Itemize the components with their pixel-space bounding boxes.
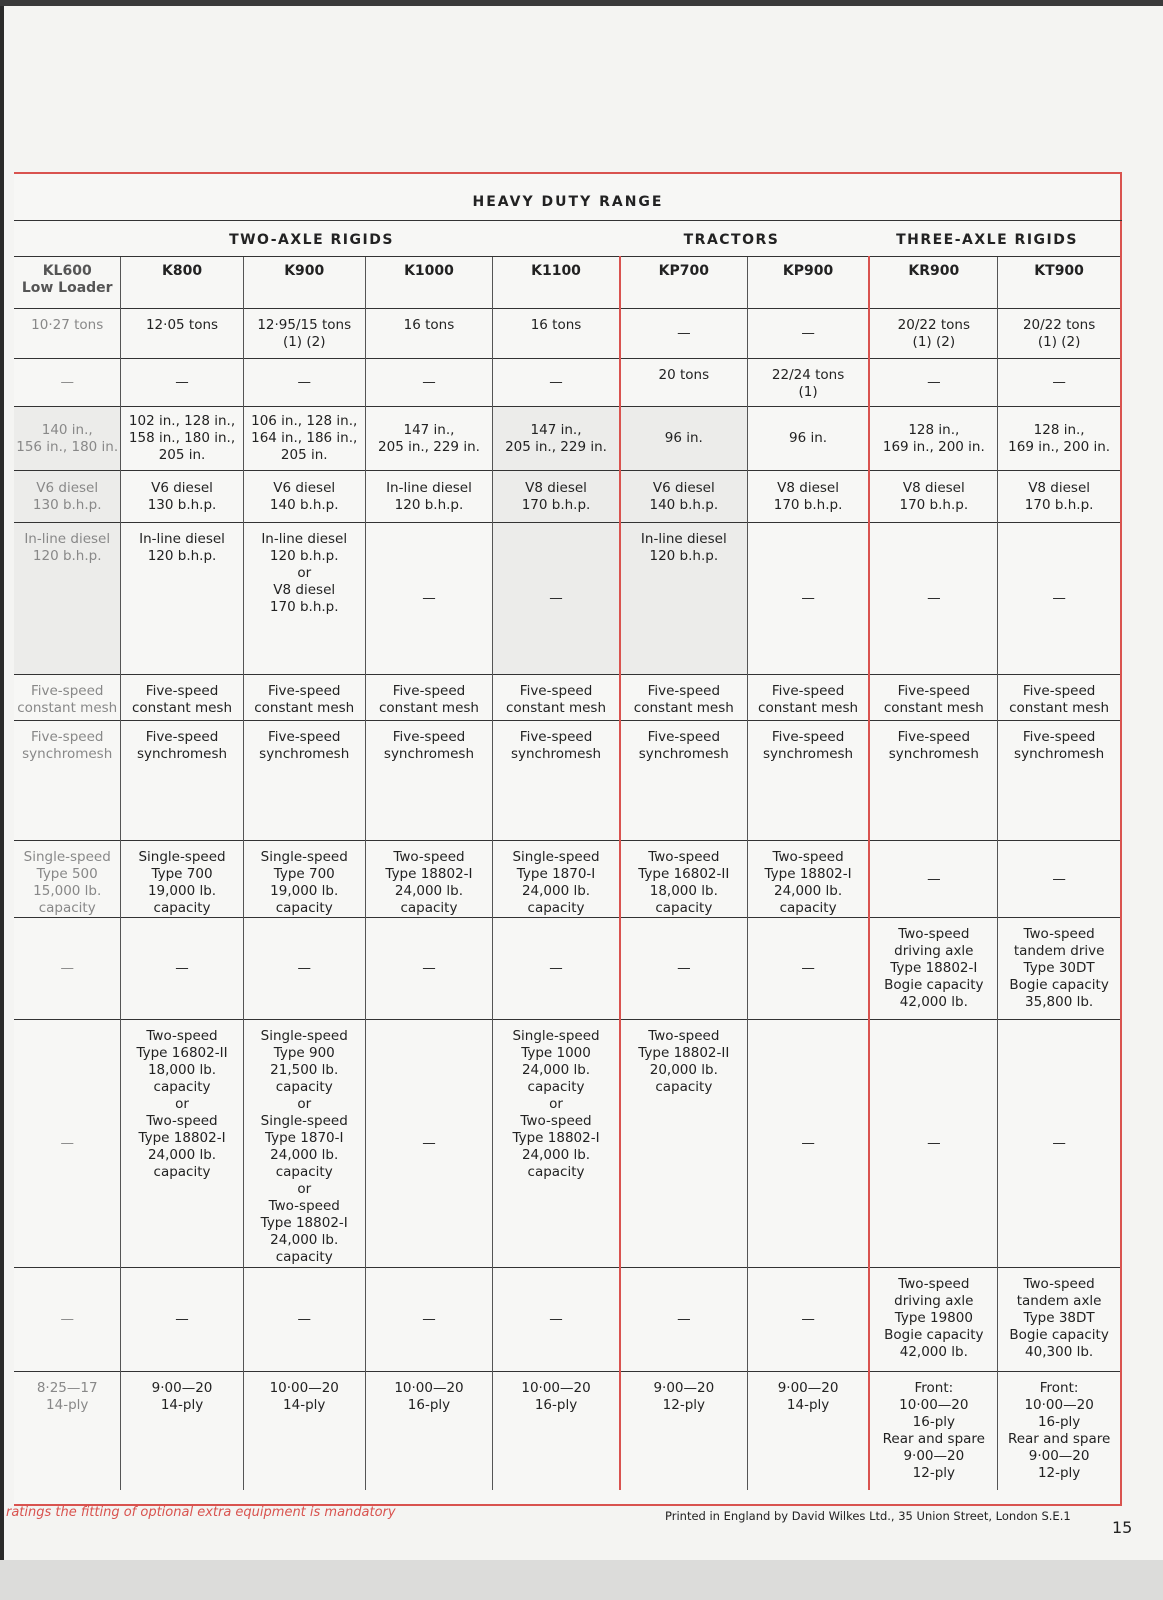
spec-cell: Five-speed constant mesh [243, 675, 365, 721]
spec-cell: Two-speed driving axle Type 19800 Bogie capacity 42,000 lb. [869, 1268, 997, 1372]
spec-cell: In-line diesel 120 b.h.p. [620, 523, 747, 675]
model-header-8: KT900 [998, 257, 1120, 309]
spec-row [14, 523, 1120, 675]
spec-cell: Five-speed constant mesh [869, 675, 997, 721]
spec-row [14, 407, 1120, 471]
spec-cell: Front: 10·00—20 16-ply Rear and spare 9·00—20 12-ply [869, 1372, 997, 1490]
spec-cell: — [747, 918, 869, 1020]
spec-cell: — [998, 1020, 1120, 1268]
spec-cell: 147 in., 205 in., 229 in. [493, 407, 620, 471]
spec-cell: 16 tons [493, 309, 620, 359]
model-header-0: KL600 Low Loader [14, 257, 121, 309]
spec-cell: Five-speed synchromesh [365, 721, 492, 841]
spec-cell: — [121, 359, 243, 407]
spec-cell: Five-speed synchromesh [493, 721, 620, 841]
spec-cell: — [365, 1268, 492, 1372]
spec-cell: — [365, 359, 492, 407]
spec-cell: Five-speed synchromesh [14, 721, 121, 841]
spec-cell: In-line diesel 120 b.h.p. [121, 523, 243, 675]
spec-cell: Five-speed constant mesh [14, 675, 121, 721]
spec-cell: V6 diesel 140 b.h.p. [243, 471, 365, 523]
spec-cell: V8 diesel 170 b.h.p. [998, 471, 1120, 523]
spec-cell: V8 diesel 170 b.h.p. [493, 471, 620, 523]
spec-cell: Two-speed Type 18802-I 24,000 lb. capacity [365, 841, 492, 918]
spec-cell: Five-speed synchromesh [243, 721, 365, 841]
model-header-4: K1100 [493, 257, 620, 309]
model-header-row [14, 257, 1120, 309]
spec-cell: Two-speed Type 18802-II 20,000 lb. capacity [620, 1020, 747, 1268]
spec-cell: — [243, 918, 365, 1020]
spec-cell: 10·27 tons [14, 309, 121, 359]
spec-cell: In-line diesel 120 b.h.p. [365, 471, 492, 523]
spec-cell: 10·00—20 14-ply [243, 1372, 365, 1490]
spec-cell: — [365, 523, 492, 675]
spec-cell: 12·95/15 tons (1) (2) [243, 309, 365, 359]
spec-cell: — [493, 359, 620, 407]
spec-cell: 10·00—20 16-ply [493, 1372, 620, 1490]
spec-cell: Five-speed constant mesh [747, 675, 869, 721]
model-header-5: KP700 [620, 257, 747, 309]
spec-cell: Two-speed tandem drive Type 30DT Bogie capacity 35,800 lb. [998, 918, 1120, 1020]
spec-row [14, 309, 1120, 359]
spec-cell: — [869, 523, 997, 675]
spec-cell: — [365, 1020, 492, 1268]
spec-cell: Five-speed synchromesh [998, 721, 1120, 841]
spec-cell: Single-speed Type 900 21,500 lb. capacity or Single-speed Type 1870-I 24,000 lb. capacity or Two-speed Type 18802-I 24,000 lb. capacity [243, 1020, 365, 1268]
spec-cell: — [493, 523, 620, 675]
spec-cell: 10·00—20 16-ply [365, 1372, 492, 1490]
spec-cell: 12·05 tons [121, 309, 243, 359]
spec-cell: Five-speed constant mesh [998, 675, 1120, 721]
spec-cell: — [14, 918, 121, 1020]
spec-cell: — [869, 359, 997, 407]
spec-cell: Five-speed constant mesh [620, 675, 747, 721]
spec-cell: — [620, 309, 747, 359]
model-header-3: K1000 [365, 257, 492, 309]
spec-row [14, 918, 1120, 1020]
spec-cell: 102 in., 128 in., 158 in., 180 in., 205 in. [121, 407, 243, 471]
spec-cell: — [14, 359, 121, 407]
spec-cell: Five-speed synchromesh [121, 721, 243, 841]
spec-cell: 20 tons [620, 359, 747, 407]
spec-cell: In-line diesel 120 b.h.p. [14, 523, 121, 675]
spec-cell: Single-speed Type 700 19,000 lb. capacity [243, 841, 365, 918]
model-header-2: K900 [243, 257, 365, 309]
spec-cell: — [747, 1020, 869, 1268]
spec-cell: In-line diesel 120 b.h.p. or V8 diesel 170 b.h.p. [243, 523, 365, 675]
spec-cell: — [243, 359, 365, 407]
spec-cell: Five-speed synchromesh [620, 721, 747, 841]
spec-cell: — [998, 841, 1120, 918]
spec-cell: 128 in., 169 in., 200 in. [998, 407, 1120, 471]
spec-row [14, 1268, 1120, 1372]
spec-cell: Two-speed tandem axle Type 38DT Bogie capacity 40,300 lb. [998, 1268, 1120, 1372]
page-spine [0, 0, 4, 1600]
spec-row [14, 841, 1120, 918]
spec-cell: Five-speed constant mesh [493, 675, 620, 721]
spec-cell: Single-speed Type 1000 24,000 lb. capacity or Two-speed Type 18802-I 24,000 lb. capacity [493, 1020, 620, 1268]
spec-row [14, 1020, 1120, 1268]
spec-cell: — [121, 1268, 243, 1372]
spec-row [14, 1372, 1120, 1490]
spec-frame [14, 172, 1122, 1506]
spec-cell: Five-speed constant mesh [121, 675, 243, 721]
spec-cell: — [620, 1268, 747, 1372]
model-header-1: K800 [121, 257, 243, 309]
spec-cell: Two-speed Type 18802-I 24,000 lb. capacity [747, 841, 869, 918]
spec-cell: 128 in., 169 in., 200 in. [869, 407, 997, 471]
spec-cell: — [747, 523, 869, 675]
spec-cell: 9·00—20 14-ply [747, 1372, 869, 1490]
spec-cell: Two-speed Type 16802-II 18,000 lb. capacity [620, 841, 747, 918]
spec-cell: — [121, 918, 243, 1020]
spec-cell: Five-speed constant mesh [365, 675, 492, 721]
spec-cell: 140 in., 156 in., 180 in. [14, 407, 121, 471]
spec-cell: V6 diesel 130 b.h.p. [14, 471, 121, 523]
spec-cell: Single-speed Type 500 15,000 lb. capacity [14, 841, 121, 918]
spec-cell: Single-speed Type 1870-I 24,000 lb. capacity [493, 841, 620, 918]
spec-cell: — [620, 918, 747, 1020]
spec-cell: — [14, 1268, 121, 1372]
spec-cell: 9·00—20 14-ply [121, 1372, 243, 1490]
spec-row [14, 721, 1120, 841]
spec-cell: 96 in. [620, 407, 747, 471]
footnote: ratings the fitting of optional extra equipment is mandatory [6, 1505, 396, 1520]
spec-cell: — [493, 918, 620, 1020]
spec-row [14, 471, 1120, 523]
spec-cell: Front: 10·00—20 16-ply Rear and spare 9·00—20 12-ply [998, 1372, 1120, 1490]
spec-cell: Five-speed synchromesh [747, 721, 869, 841]
spec-cell: Two-speed driving axle Type 18802-I Bogie capacity 42,000 lb. [869, 918, 997, 1020]
spec-row [14, 675, 1120, 721]
spec-cell: Single-speed Type 700 19,000 lb. capacity [121, 841, 243, 918]
spec-cell: — [14, 1020, 121, 1268]
group-three-axle-rigids: THREE-AXLE RIGIDS [896, 232, 1078, 248]
page-number: 15 [1112, 1518, 1133, 1537]
title-rule [14, 220, 1122, 221]
model-header-6: KP900 [747, 257, 869, 309]
printer-credit: Printed in England by David Wilkes Ltd., 35 Union Street, London S.E.1 [665, 1509, 1071, 1523]
spec-table [14, 256, 1120, 1490]
spec-cell: Five-speed synchromesh [869, 721, 997, 841]
spec-cell: Two-speed Type 16802-II 18,000 lb. capacity or Two-speed Type 18802-I 24,000 lb. capacity [121, 1020, 243, 1268]
spec-cell: 22/24 tons (1) [747, 359, 869, 407]
spec-cell: — [493, 1268, 620, 1372]
spec-cell: — [747, 1268, 869, 1372]
spec-cell: 9·00—20 12-ply [620, 1372, 747, 1490]
spec-cell: 106 in., 128 in., 164 in., 186 in., 205 in. [243, 407, 365, 471]
spec-cell: V6 diesel 130 b.h.p. [121, 471, 243, 523]
spec-cell: 147 in., 205 in., 229 in. [365, 407, 492, 471]
spec-cell: V8 diesel 170 b.h.p. [747, 471, 869, 523]
spec-cell: — [998, 359, 1120, 407]
group-tractors: TRACTORS [683, 232, 780, 248]
spec-cell: — [365, 918, 492, 1020]
spec-cell: 16 tons [365, 309, 492, 359]
spec-cell: — [747, 309, 869, 359]
spec-cell: V8 diesel 170 b.h.p. [869, 471, 997, 523]
spec-cell: 8·25—17 14-ply [14, 1372, 121, 1490]
page-top-edge [0, 0, 1163, 6]
spec-cell: V6 diesel 140 b.h.p. [620, 471, 747, 523]
group-two-axle-rigids: TWO-AXLE RIGIDS [229, 232, 394, 248]
spec-cell: — [243, 1268, 365, 1372]
range-title: HEAVY DUTY RANGE [472, 194, 664, 210]
spec-cell: 20/22 tons (1) (2) [869, 309, 997, 359]
spec-row [14, 359, 1120, 407]
model-header-7: KR900 [869, 257, 997, 309]
spec-cell: 20/22 tons (1) (2) [998, 309, 1120, 359]
spec-cell: 96 in. [747, 407, 869, 471]
spec-cell: — [869, 841, 997, 918]
spec-cell: — [869, 1020, 997, 1268]
page-bottom-band [0, 1560, 1163, 1600]
spec-cell: — [998, 523, 1120, 675]
